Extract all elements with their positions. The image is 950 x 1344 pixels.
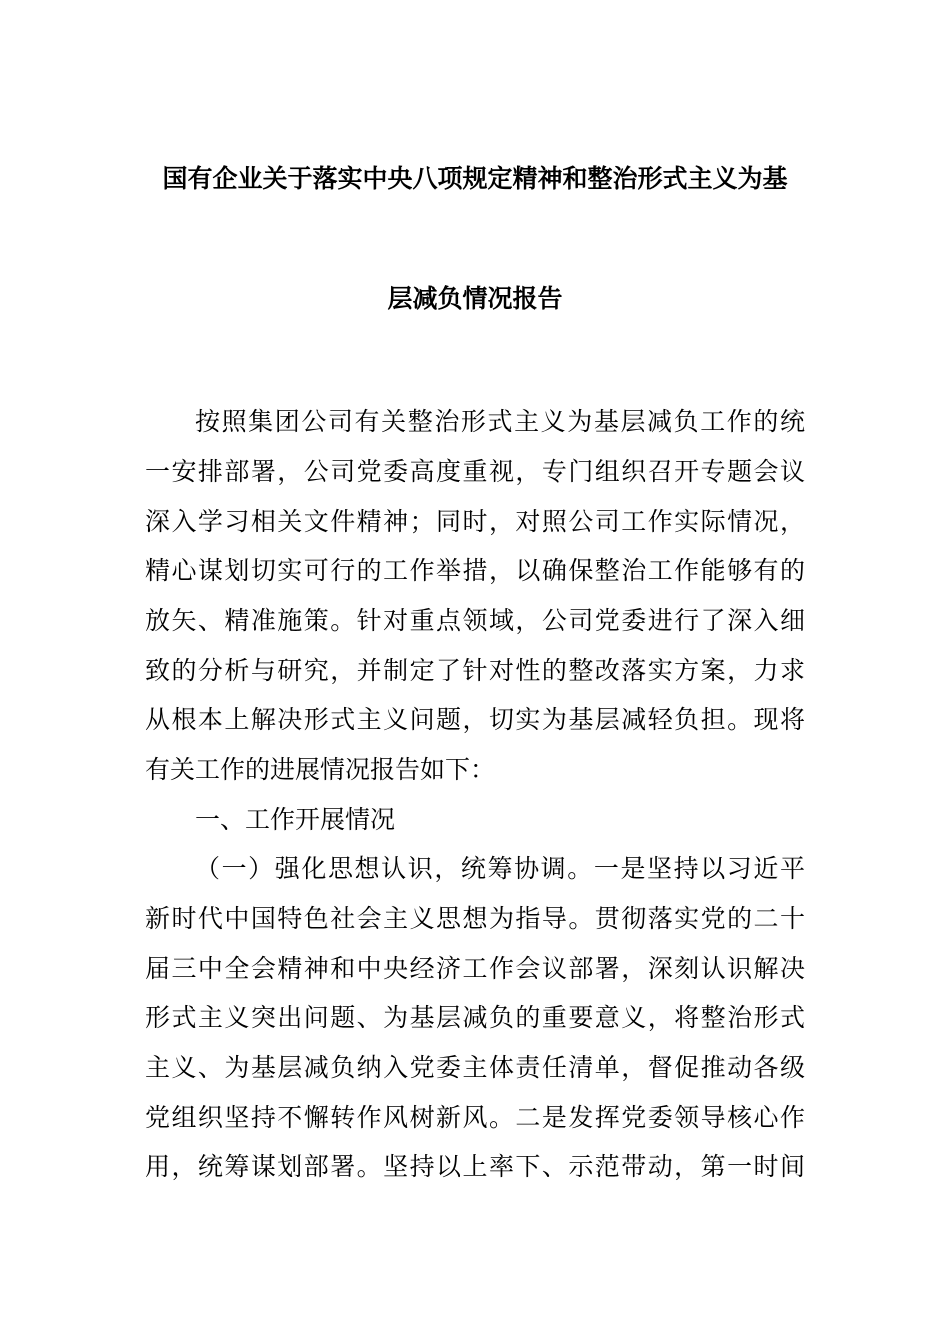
paragraph-line: 党组织坚持不懈转作风树新风。二是发挥党委领导核心作 xyxy=(145,1103,805,1132)
section-heading: 一、工作开展情况 xyxy=(195,805,396,834)
paragraph-line: 放矢、精准施策。针对重点领域，公司党委进行了深入细 xyxy=(145,606,805,635)
paragraph-line: 主义、为基层减负纳入党委主体责任清单，督促推动各级 xyxy=(145,1053,805,1082)
document-title-line-1: 国有企业关于落实中央八项规定精神和整治形式主义为基 xyxy=(162,164,788,193)
paragraph-line: 形式主义突出问题、为基层减负的重要意义，将整治形式 xyxy=(145,1003,805,1032)
paragraph-line: 致的分析与研究，并制定了针对性的整改落实方案，力求 xyxy=(145,656,805,685)
document-title-line-2: 层减负情况报告 xyxy=(387,284,563,313)
paragraph-line: 从根本上解决形式主义问题，切实为基层减轻负担。现将 xyxy=(145,705,805,734)
paragraph-line: 深入学习相关文件精神；同时，对照公司工作实际情况， xyxy=(145,507,805,536)
paragraph-line: 精心谋划切实可行的工作举措，以确保整治工作能够有的 xyxy=(145,556,805,585)
paragraph-line: 用，统筹谋划部署。坚持以上率下、示范带动，第一时间 xyxy=(145,1152,805,1181)
paragraph-line: 届三中全会精神和中央经济工作会议部署，深刻认识解决 xyxy=(145,954,805,983)
paragraph-line: 有关工作的进展情况报告如下： xyxy=(145,755,496,784)
paragraph-line: 一安排部署，公司党委高度重视，专门组织召开专题会议 xyxy=(145,457,805,486)
paragraph-line: 按照集团公司有关整治形式主义为基层减负工作的统 xyxy=(195,407,805,436)
paragraph-line: 新时代中国特色社会主义思想为指导。贯彻落实党的二十 xyxy=(145,904,805,933)
paragraph-line: （一）强化思想认识，统筹协调。一是坚持以习近平 xyxy=(195,854,805,883)
